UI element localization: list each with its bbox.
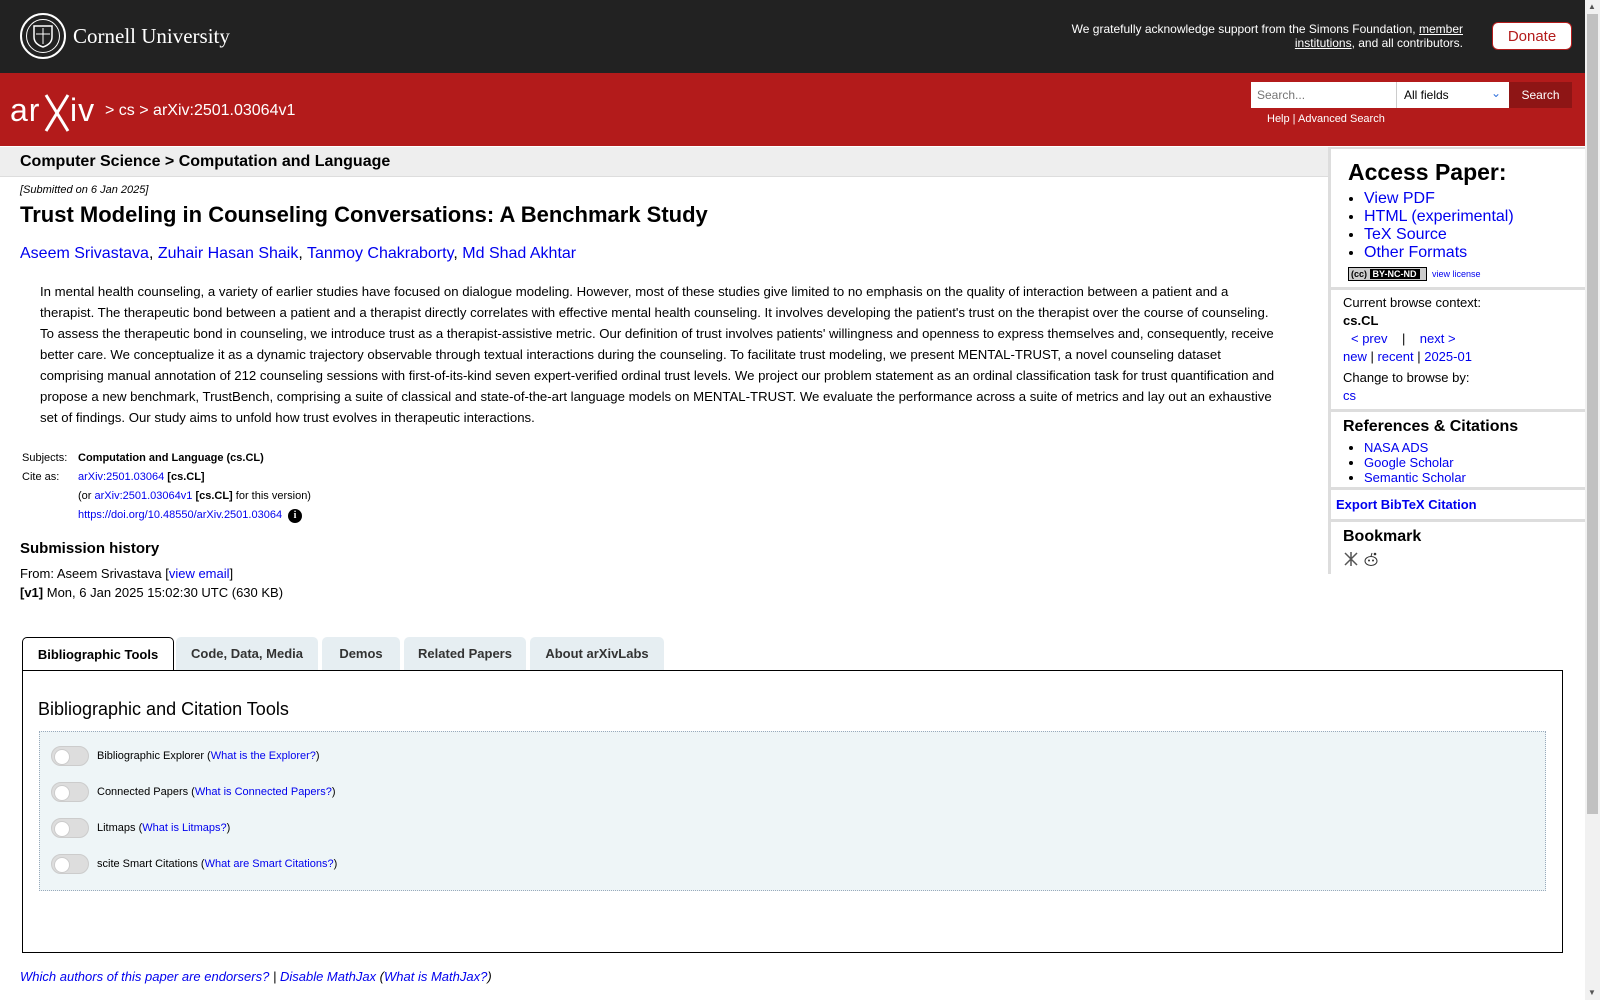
panel-title: Bibliographic and Citation Tools: [38, 699, 289, 719]
subjects-value: Computation and Language (cs.CL): [78, 452, 264, 464]
cornell-logo[interactable]: [20, 13, 230, 59]
cc-license-badge-icon[interactable]: (cc) BY-NC-ND: [1348, 267, 1427, 281]
subject-header: Computer Science > Computation and Language: [0, 147, 1328, 177]
bookmark-title: Bookmark: [1343, 528, 1422, 545]
what-is-litmaps-link[interactable]: What is Litmaps?: [142, 822, 227, 834]
tex-source-link[interactable]: TeX Source: [1364, 226, 1447, 243]
tool-row: Litmaps ( What is Litmaps? ): [51, 818, 230, 838]
search-field-select[interactable]: All fields ⌄: [1396, 82, 1509, 108]
browse-context-box: Current browse context: cs.CL < prev | next > new | recent | 2025-01 Change to browse by: cs: [1331, 290, 1585, 409]
endorsers-link[interactable]: Which authors of this paper are endorsers?: [20, 969, 270, 984]
top-bar: [0, 0, 1585, 73]
cornell-wordmark: Cornell University: [73, 23, 230, 48]
scroll-up-icon[interactable]: ▲: [1588, 2, 1596, 11]
html-link[interactable]: HTML (experimental): [1364, 208, 1514, 225]
search-links: Help | Advanced Search: [1267, 113, 1385, 125]
submission-history-title: Submission history: [20, 540, 160, 557]
bibsonomy-icon[interactable]: [1343, 551, 1359, 567]
footer-links: Which authors of this paper are endorsers? | Disable MathJax (What is MathJax?): [20, 969, 492, 984]
bookmark-box: [1331, 522, 1585, 577]
tool-row: Connected Papers ( What is Connected Papers? ): [51, 782, 336, 802]
arxiv-header: [0, 73, 1585, 146]
tab-bibliographic-tools[interactable]: Bibliographic Tools: [22, 637, 174, 671]
tab-demos[interactable]: Demos: [322, 637, 400, 670]
sidebar: [1328, 147, 1585, 574]
bibtex-box: [1331, 490, 1585, 519]
tool-row: scite Smart Citations ( What are Smart Citations? ): [51, 854, 337, 874]
tab-code-data-media[interactable]: Code, Data, Media: [176, 637, 318, 670]
what-are-smart-citations-link[interactable]: What are Smart Citations?: [204, 858, 334, 870]
member-institutions-link[interactable]: member institutions: [1294, 22, 1463, 50]
new-link[interactable]: new: [1343, 349, 1367, 364]
access-paper-title: Access Paper:: [1348, 159, 1507, 185]
author-link[interactable]: Md Shad Akhtar: [462, 245, 577, 262]
cornell-seal-icon: [20, 13, 66, 59]
submitted-date: [Submitted on 6 Jan 2025]: [20, 184, 149, 196]
info-icon[interactable]: i: [288, 509, 302, 523]
author-link[interactable]: Tanmoy Chakraborty: [306, 245, 454, 262]
references-box: [1331, 412, 1585, 487]
connected-papers-toggle[interactable]: [51, 782, 89, 802]
search-input[interactable]: [1251, 82, 1396, 108]
browse-context-value: cs.CL: [1343, 313, 1379, 328]
breadcrumb-paper-id: arXiv:2501.03064v1: [153, 102, 296, 119]
svg-text:ar: ar: [10, 92, 41, 128]
bibliographic-explorer-toggle[interactable]: [51, 746, 89, 766]
tab-about-arxivlabs[interactable]: About arXivLabs: [530, 637, 664, 670]
chevron-down-icon: ⌄: [1490, 86, 1501, 100]
tools-list: [39, 731, 1546, 891]
scite-toggle[interactable]: [51, 854, 89, 874]
author-link[interactable]: Zuhair Hasan Shaik: [157, 245, 299, 262]
subjects-label: Subjects:: [22, 452, 68, 464]
what-is-explorer-link[interactable]: What is the Explorer?: [210, 750, 316, 762]
references-title: References & Citations: [1343, 418, 1519, 435]
month-link[interactable]: 2025-01: [1424, 349, 1472, 364]
author-link[interactable]: Aseem Srivastava: [20, 245, 149, 262]
breadcrumb-cs[interactable]: cs: [118, 102, 135, 119]
cite-id-link[interactable]: arXiv:2501.03064: [78, 471, 165, 483]
support-text: We gratefully acknowledge support from the Simons Foundation, member institutions, and all contributors.: [1071, 22, 1463, 50]
cite-version-link[interactable]: arXiv:2501.03064v1: [94, 490, 193, 502]
browse-cs-link[interactable]: cs: [1343, 388, 1356, 403]
reddit-icon[interactable]: [1363, 551, 1379, 567]
tab-related-papers[interactable]: Related Papers: [404, 637, 526, 670]
cite-label: Cite as:: [22, 471, 60, 483]
export-bibtex-link[interactable]: Export BibTeX Citation: [1336, 497, 1477, 512]
view-pdf-link[interactable]: View PDF: [1364, 190, 1435, 207]
submission-from: From: Aseem Srivastava [view email]: [20, 566, 234, 581]
scroll-down-icon[interactable]: ▼: [1588, 988, 1596, 997]
breadcrumb: > cs > arXiv:2501.03064v1: [105, 102, 296, 119]
authors: Aseem Srivastava, Zuhair Hasan Shaik, Tanmoy Chakraborty, Md Shad Akhtar: [20, 245, 577, 262]
donate-button[interactable]: Donate: [1492, 22, 1572, 50]
what-is-mathjax-link[interactable]: What is MathJax?: [384, 969, 488, 984]
google-scholar-link[interactable]: Google Scholar: [1364, 455, 1454, 470]
tab-panel: [22, 670, 1563, 953]
prev-link[interactable]: < prev: [1351, 331, 1388, 346]
help-link[interactable]: Help: [1267, 113, 1290, 125]
access-paper-box: [1331, 149, 1585, 287]
view-email-link[interactable]: view email: [168, 566, 230, 581]
tool-row: Bibliographic Explorer ( What is the Explorer? ): [51, 746, 320, 766]
doi-link[interactable]: https://doi.org/10.48550/arXiv.2501.03064: [78, 509, 283, 521]
view-license-link[interactable]: view license: [1432, 269, 1481, 279]
recent-link[interactable]: recent: [1377, 349, 1414, 364]
disable-mathjax-link[interactable]: Disable MathJax: [279, 969, 377, 984]
other-formats-link[interactable]: Other Formats: [1364, 244, 1468, 261]
abstract: In mental health counseling, a variety of earlier studies have focused on dialogue modeling. However, most of these studies give limited to no emphasis on the quality of interaction between a patient and a therapist. The therapeutic bond between a patient and a therapist directly correlates with effective mental health counseling. It involves developing the patient's trust on the therapist over the course of counseling. To assess the therapeutic bond in counseling, we introduce trust as a therapist-assistive metric. Our definition of trust involves patients' willingness and openness to express themselves and, consequently, receive better care. We conceptualize it as a dynamic trajectory observable through textual interactions during the counseling. To facilitate trust modeling, we present MENTAL-TRUST, a novel counseling dataset comprising manual annotation of 212 counseling sessions with first-of-its-kind seven expert-verified ordinal trust levels. We project our problem statement as an ordinal classification task for trust quantification and propose a new benchmark, TrustBench, comprising a suite of classical and state-of-the-art language models on MENTAL-TRUST. We evaluate the performance across a suite of metrics and lay out an exhaustive set of findings. Our study aims to unfold how trust evolves in therapeutic interactions.: [40, 284, 1275, 425]
advanced-search-link[interactable]: Advanced Search: [1298, 113, 1385, 125]
paper-title: Trust Modeling in Counseling Conversations: A Benchmark Study: [20, 202, 708, 227]
litmaps-toggle[interactable]: [51, 818, 89, 838]
what-is-connected-papers-link[interactable]: What is Connected Papers?: [194, 786, 332, 798]
metadata-table: Subjects: Computation and Language (cs.CL) Cite as: arXiv:2501.03064 [cs.CL] (or arXiv:2501.03064v1 [cs.CL] for this version) https://doi.org/10.48550/arXiv.2501.03064 i: [22, 452, 311, 521]
nasa-ads-link[interactable]: NASA ADS: [1364, 440, 1429, 455]
semantic-scholar-link[interactable]: Semantic Scholar: [1364, 470, 1466, 485]
version-v1: [v1] Mon, 6 Jan 2025 15:02:30 UTC (630 KB): [20, 585, 284, 600]
arxiv-logo[interactable]: [10, 91, 102, 142]
search-button[interactable]: Search: [1509, 82, 1572, 108]
svg-text:iv: iv: [70, 92, 96, 128]
scrollbar[interactable]: [1585, 0, 1600, 1000]
scroll-thumb[interactable]: [1587, 14, 1598, 814]
next-link[interactable]: next >: [1419, 331, 1456, 346]
